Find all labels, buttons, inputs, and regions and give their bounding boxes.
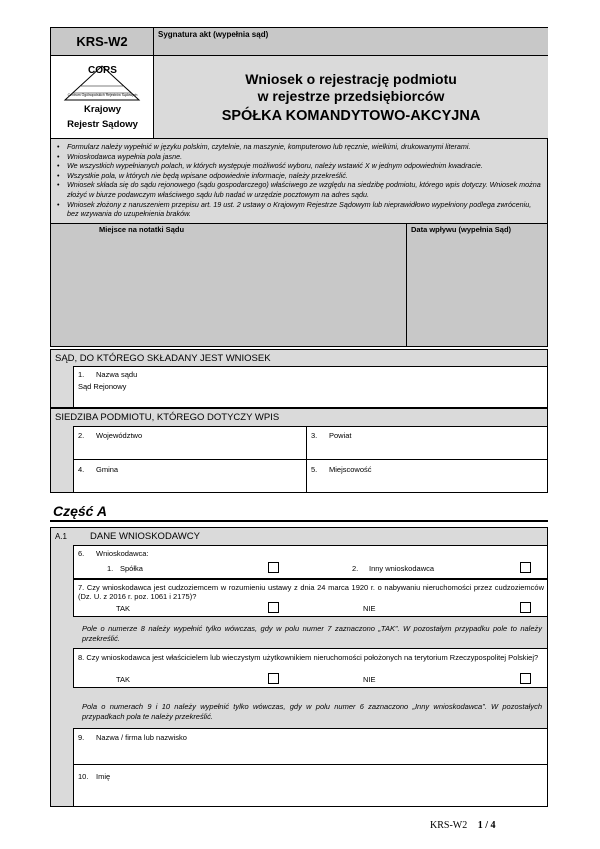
municipality-field[interactable] — [73, 459, 307, 493]
voivodeship-label: Województwo — [96, 431, 143, 440]
property-no-checkbox[interactable] — [520, 673, 531, 684]
form-code: KRS-W2 — [76, 34, 128, 49]
logo-text: CORS — [88, 65, 117, 76]
instructions-block — [50, 138, 548, 224]
voivodeship-field[interactable] — [73, 426, 307, 460]
option-other-checkbox[interactable] — [520, 562, 531, 573]
applicant-type-label: Wnioskodawca: — [96, 549, 149, 558]
field-number: 9. — [78, 733, 85, 742]
court-notes-label: Miejsce na notatki Sądu — [99, 225, 185, 234]
part-a-title: Część A — [53, 503, 107, 519]
page-number: 1 / 4 — [477, 820, 496, 831]
logo-subtext: Centrum Ogólnopolskich Rejestrów Sądowych — [67, 93, 138, 97]
a1-title: DANE WNIOSKODAWCY — [90, 531, 200, 542]
court-section-title: SĄD, DO KTÓREGO SKŁADANY JEST WNIOSEK — [55, 353, 271, 364]
field-number: 4. — [78, 465, 85, 474]
court-name-value: Sąd Rejonowy — [78, 382, 127, 391]
name-field-label: Nazwa / firma lub nazwisko — [96, 733, 187, 742]
a1-number: A.1 — [55, 532, 68, 541]
foreigner-no-checkbox[interactable] — [520, 602, 531, 613]
instruction-item: • Formularz należy wypełnić w języku polskim, czytelnie, na maszynie, komputerowo lub ręcznie, wielkimi, drukowanymi literami. — [55, 142, 543, 152]
signature-label: Sygnatura akt (wypełnia sąd) — [158, 30, 269, 39]
county-label: Powiat — [329, 431, 352, 440]
footer-code: KRS-W2 — [430, 820, 468, 831]
court-notes-box — [50, 223, 407, 347]
property-yes-checkbox[interactable] — [268, 673, 279, 684]
registry-line2: Rejestr Sądowy — [67, 119, 138, 130]
instructions-list — [55, 142, 543, 219]
logo-cell — [51, 56, 154, 139]
signature-cell — [154, 28, 548, 56]
field-number: 1. — [78, 370, 85, 379]
form-code-cell — [51, 28, 154, 56]
title-line2: w rejestrze przedsiębiorców — [257, 88, 445, 104]
foreigner-yes-checkbox[interactable] — [268, 602, 279, 613]
county-field[interactable] — [306, 426, 548, 460]
locality-field[interactable] — [306, 459, 548, 493]
note-field-8: Pole o numerze 8 należy wypełnić tylko wówczas, gdy w polu numer 7 zaznaczono „TAK”. W pozostałym przypadku pole to należy przekreślić. — [82, 624, 542, 643]
title-cell — [154, 56, 548, 139]
subtitle: SPÓŁKA KOMANDYTOWO-AKCYJNA — [221, 108, 481, 124]
foreigner-question-text: 7. Czy wnioskodawca jest cudzoziemcem w rozumieniu ustawy z dnia 24 marca 1920 r. o nabywaniu nieruchomości przez cudzoziemców (Dz. U. z 2016 r. poz. 1061 i 2175)? — [78, 583, 544, 601]
no-label: NIE — [363, 675, 376, 684]
receipt-date-label: Data wpływu (wypełnia Sąd) — [411, 225, 512, 234]
field-number: 3. — [311, 431, 318, 440]
field-number: 2. — [78, 431, 85, 440]
court-name-label: Nazwa sądu — [96, 370, 138, 379]
yes-label: TAK — [116, 604, 131, 613]
yes-label: TAK — [116, 675, 131, 684]
option-number: 1. — [107, 564, 114, 573]
first-name-label: Imię — [96, 772, 111, 781]
footer — [430, 820, 555, 834]
first-name-field[interactable] — [73, 764, 548, 807]
field-number: 10. — [78, 772, 89, 781]
receipt-date-box — [406, 223, 548, 347]
instruction-item: • Wnioskodawca wypełnia pola jasne. — [55, 152, 543, 162]
municipality-label: Gmina — [96, 465, 119, 474]
note-field-9: Pola o numerach 9 i 10 należy wypełnić tylko wówczas, gdy w polu numer 6 zaznaczono „Inny wnioskodawca”. W pozostałych przypadkach pola te należy przekreślić. — [82, 702, 542, 721]
instruction-item: • We wszystkich wypełnianych polach, w których występuje możliwość wyboru, należy wstawić X w jednym odpowiednim kwadracie. — [55, 161, 543, 171]
header-block — [50, 27, 548, 139]
instruction-item: • Wniosek złożony z naruszeniem przepisu art. 19 ust. 2 ustawy o Krajowym Rejestrze Sądowym lub nieprawidłowo wypełniony podlega zwróceniu, bez wzywania do uzupełnienia braków. — [55, 200, 543, 219]
registry-line1: Krajowy — [84, 104, 121, 115]
foreigner-question-field — [73, 579, 548, 617]
option-company-label: Spółka — [120, 564, 143, 573]
applicant-type-field — [73, 545, 548, 579]
name-field[interactable] — [73, 728, 548, 765]
property-question-field — [73, 648, 548, 688]
locality-label: Miejscowość — [329, 465, 372, 474]
field-number: 6. — [78, 549, 85, 558]
no-label: NIE — [363, 604, 376, 613]
option-company-checkbox[interactable] — [268, 562, 279, 573]
seat-section-title: SIEDZIBA PODMIOTU, KTÓREGO DOTYCZY WPIS — [55, 412, 280, 423]
instruction-item: • Wszystkie pola, w których nie będą wpisane odpowiednie informacje, należy przekreślić. — [55, 171, 543, 181]
option-other-label: Inny wnioskodawca — [369, 564, 435, 573]
title-line1: Wniosek o rejestrację podmiotu — [245, 71, 457, 87]
field-number: 5. — [311, 465, 318, 474]
part-a-title-row — [50, 503, 548, 522]
instruction-item: • Wniosek składa się do sądu rejonowego (sądu gospodarczego) właściwego ze względu na siedzibę podmiotu, którego wpis dotyczy. Wniosek można złożyć w biurze podawczym właściwego sądu lub nadać w urzędzie pocztowym na adres sądu. — [55, 180, 543, 199]
court-name-field[interactable] — [73, 366, 548, 408]
property-question-text: 8. Czy wnioskodawca jest właścicielem lub wieczystym użytkownikiem nieruchomości położonych na terytorium Rzeczypospolitej Polskiej? — [78, 653, 539, 662]
option-number: 2. — [352, 564, 359, 573]
